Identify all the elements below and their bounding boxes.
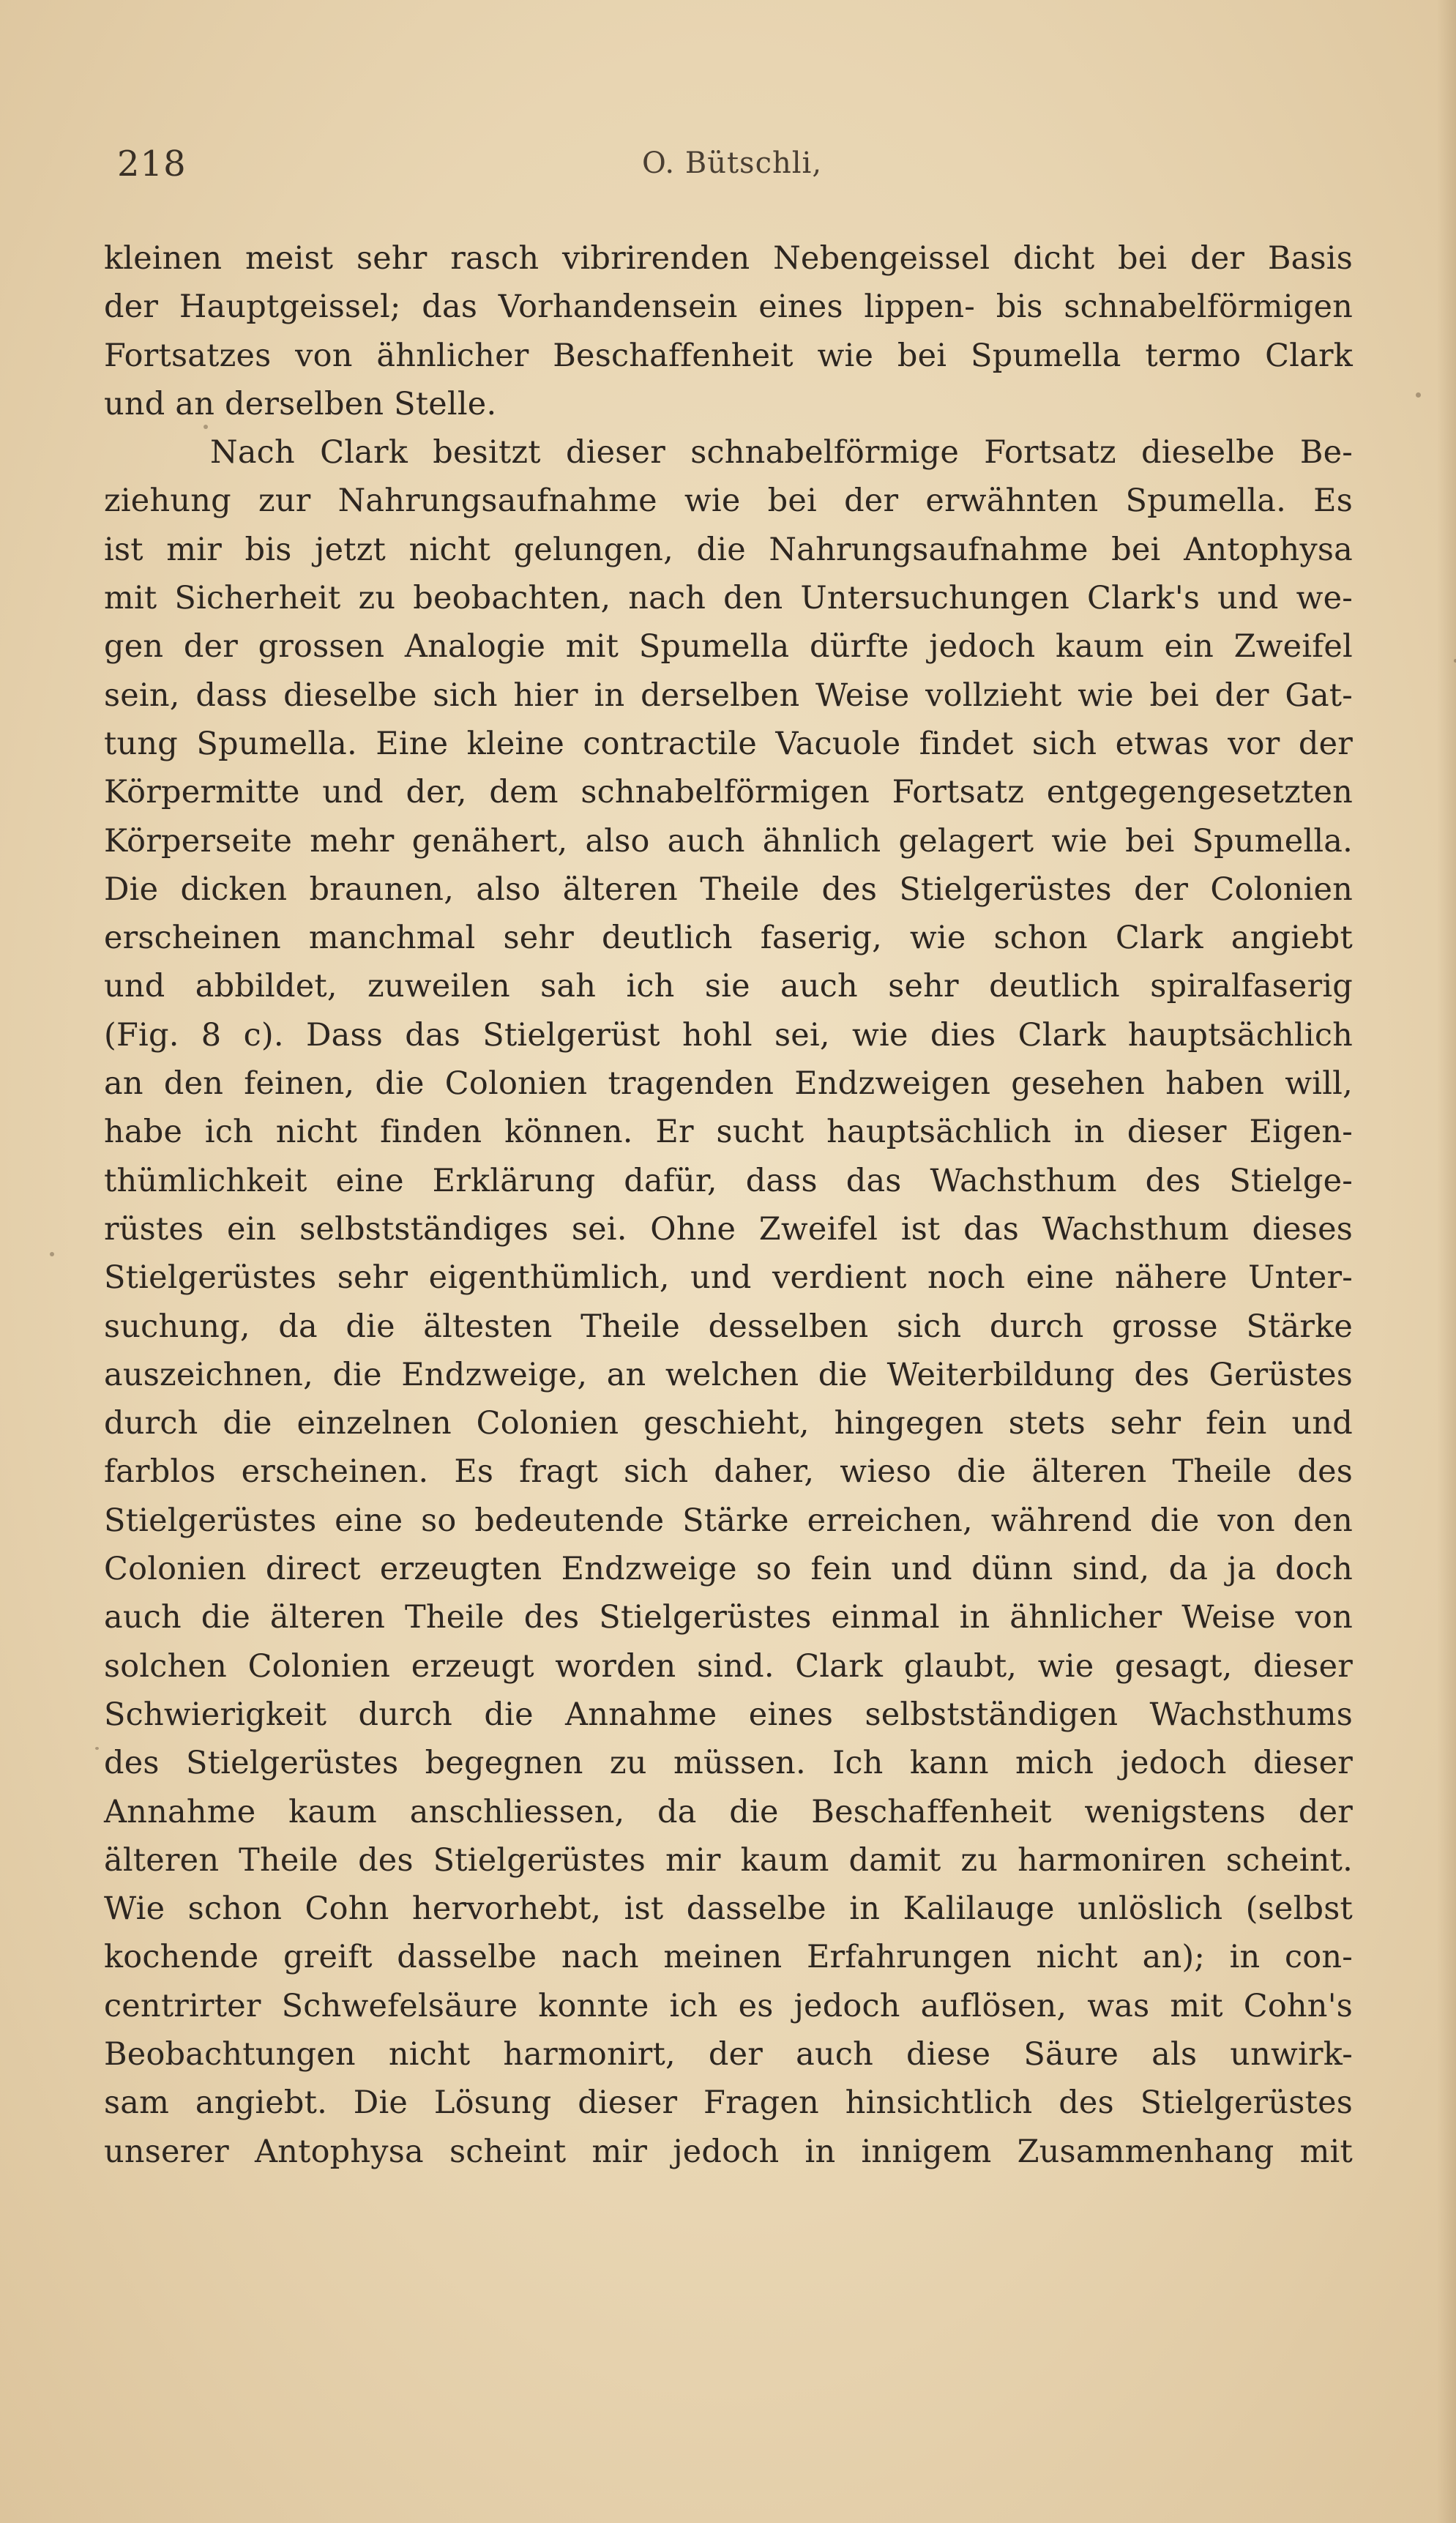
text-line: habe ich nicht finden können. Er sucht hauptsächlich in dieser Eigen-	[104, 1114, 1353, 1151]
text-line: an den feinen, die Colonien tragenden Endzweigen gesehen haben will,	[104, 1065, 1353, 1103]
text-line: Körpermitte und der, dem schnabelförmigen Fortsatz entgegengesetzten	[104, 774, 1353, 811]
text-line: Stielgerüstes sehr eigenthümlich, und verdient noch eine nähere Unter-	[104, 1259, 1353, 1297]
text-line: erscheinen manchmal sehr deutlich faserig, wie schon Clark angiebt	[104, 920, 1353, 957]
running-head: O. Bütschli,	[641, 146, 823, 180]
text-line: farblos erscheinen. Es fragt sich daher, wieso die älteren Theile des	[104, 1453, 1353, 1491]
text-line: durch die einzelnen Colonien geschieht, hingegen stets sehr fein und	[104, 1405, 1353, 1442]
text-line: (Fig. 8 c). Dass das Stielgerüst hohl sei, wie dies Clark hauptsächlich	[104, 1016, 1353, 1054]
text-line: und an derselben Stelle.	[104, 385, 497, 422]
text-line: älteren Theile des Stielgerüstes mir kaum damit zu harmoniren scheint.	[104, 1841, 1353, 1879]
page-edge-shadow	[1437, 0, 1456, 2523]
paper-speck	[95, 1747, 99, 1750]
paper-speck	[50, 1252, 54, 1256]
page-header	[117, 144, 1347, 195]
text-line: Schwierigkeit durch die Annahme eines selbstständigen Wachsthums	[104, 1696, 1353, 1733]
text-line: und abbildet, zuweilen sah ich sie auch sehr deutlich spiralfaserig	[104, 968, 1353, 1005]
text-line: Annahme kaum anschliessen, da die Beschaffenheit wenigstens der	[104, 1793, 1353, 1830]
paragraph-start-line: Nach Clark besitzt dieser schnabelförmige Fortsatz dieselbe Be-	[210, 434, 1353, 472]
page-number: 218	[117, 144, 187, 185]
text-line: Fortsatzes von ähnlicher Beschaffenheit wie bei Spumella termo Clark	[104, 337, 1353, 374]
text-line: ziehung zur Nahrungsaufnahme wie bei der erwähnten Spumella. Es	[104, 482, 1353, 520]
text-line: thümlichkeit eine Erklärung dafür, dass das Wachsthum des Stielge-	[104, 1162, 1353, 1199]
text-line: Beobachtungen nicht harmonirt, der auch diese Säure als unwirk-	[104, 2035, 1353, 2073]
paper-speck	[1416, 392, 1421, 398]
text-line: der Hauptgeissel; das Vorhandensein eines lippen- bis schnabelförmigen	[104, 288, 1353, 326]
text-line: Körperseite mehr genähert, also auch ähnlich gelagert wie bei Spumella.	[104, 822, 1353, 860]
text-line: Colonien direct erzeugten Endzweige so fein und dünn sind, da ja doch	[104, 1551, 1353, 1588]
text-line: tung Spumella. Eine kleine contractile Vacuole findet sich etwas vor der	[104, 725, 1353, 762]
text-line: unserer Antophysa scheint mir jedoch in innigem Zusammenhang mit	[104, 2133, 1353, 2170]
text-line: ist mir bis jetzt nicht gelungen, die Nahrungsaufnahme bei Antophysa	[104, 531, 1353, 568]
text-line: des Stielgerüstes begegnen zu müssen. Ich kann mich jedoch dieser	[104, 1745, 1353, 1782]
text-line: mit Sicherheit zu beobachten, nach den Untersuchungen Clark's und we-	[104, 580, 1353, 617]
text-line: solchen Colonien erzeugt worden sind. Clark glaubt, wie gesagt, dieser	[104, 1647, 1353, 1685]
text-line: suchung, da die ältesten Theile desselben sich durch grosse Stärke	[104, 1308, 1353, 1345]
text-line: auszeichnen, die Endzweige, an welchen die Weiterbildung des Gerüstes	[104, 1356, 1353, 1393]
text-line: kleinen meist sehr rasch vibrirenden Nebengeissel dicht bei der Basis	[104, 240, 1353, 277]
text-line: sam angiebt. Die Lösung dieser Fragen hinsichtlich des Stielgerüstes	[104, 2084, 1353, 2122]
text-line: Wie schon Cohn hervorhebt, ist dasselbe in Kalilauge unlöslich (selbst	[104, 1890, 1353, 1928]
paper-speck	[204, 425, 208, 429]
text-line: auch die älteren Theile des Stielgerüstes einmal in ähnlicher Weise von	[104, 1599, 1353, 1636]
text-line: centrirter Schwefelsäure konnte ich es jedoch auflösen, was mit Cohn's	[104, 1987, 1353, 2024]
text-line: rüstes ein selbstständiges sei. Ohne Zweifel ist das Wachsthum dieses	[104, 1210, 1353, 1248]
text-line: Die dicken braunen, also älteren Theile des Stielgerüstes der Colonien	[104, 871, 1353, 908]
text-line: kochende greift dasselbe nach meinen Erfahrungen nicht an); in con-	[104, 1939, 1353, 1976]
text-line: sein, dass dieselbe sich hier in derselben Weise vollzieht wie bei der Gat-	[104, 677, 1353, 714]
text-line: Stielgerüstes eine so bedeutende Stärke erreichen, während die von den	[104, 1502, 1353, 1539]
text-line: gen der grossen Analogie mit Spumella dürfte jedoch kaum ein Zweifel	[104, 628, 1353, 666]
body-text	[104, 234, 1353, 2176]
